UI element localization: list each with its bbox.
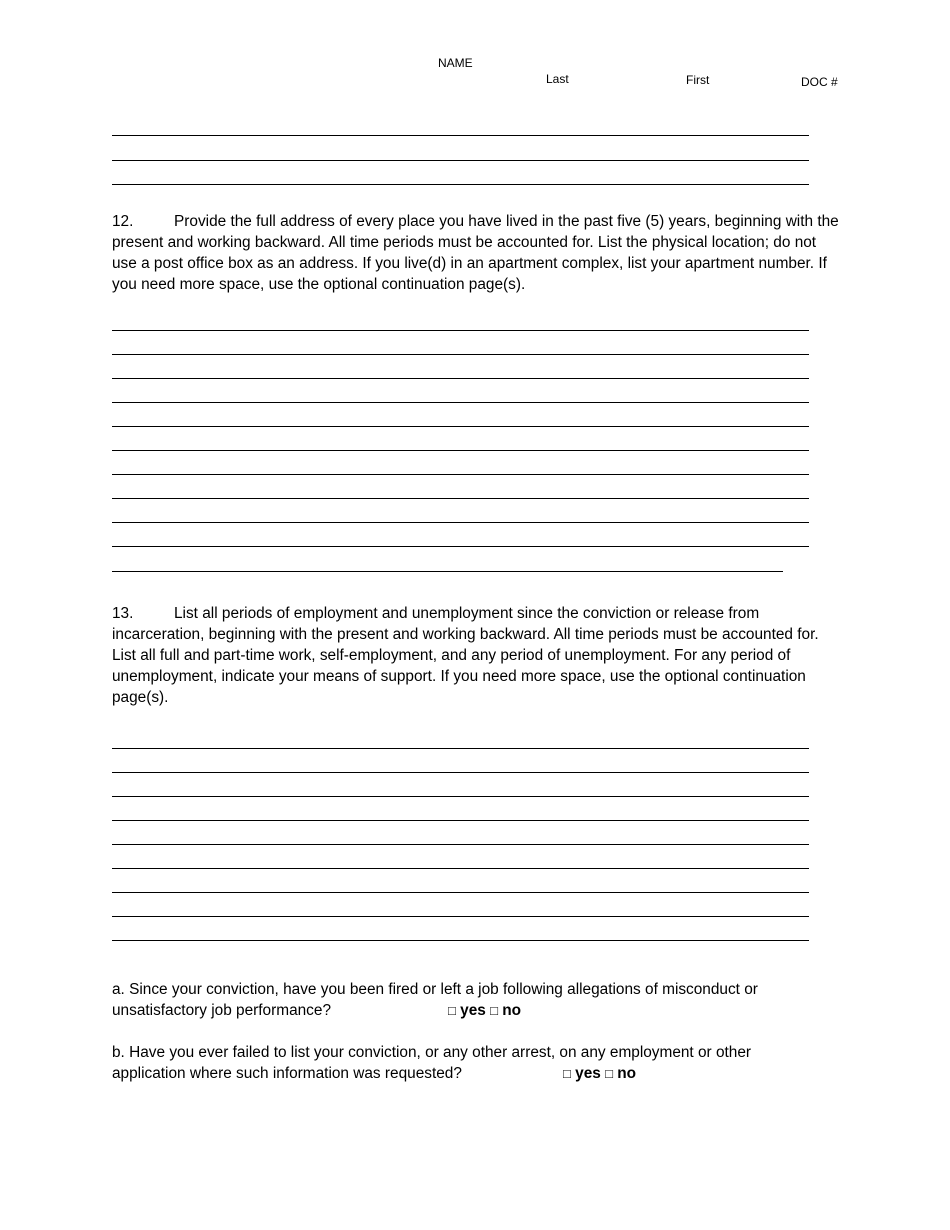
- blank-line[interactable]: [112, 844, 809, 845]
- blank-line[interactable]: [112, 474, 809, 475]
- yes-checkbox[interactable]: □: [563, 1066, 571, 1081]
- blank-line[interactable]: [112, 426, 809, 427]
- first-name-label: First: [686, 73, 710, 87]
- no-label: no: [502, 1002, 522, 1019]
- blank-line[interactable]: [112, 772, 809, 773]
- last-name-label: Last: [546, 72, 569, 86]
- yes-checkbox[interactable]: □: [448, 1003, 456, 1018]
- blank-line[interactable]: [112, 571, 783, 572]
- blank-line[interactable]: [112, 796, 809, 797]
- blank-line[interactable]: [112, 868, 809, 869]
- question-b-options: [563, 1063, 636, 1084]
- yes-label: yes: [575, 1065, 601, 1082]
- no-label: no: [617, 1065, 637, 1082]
- blank-line[interactable]: [112, 135, 809, 136]
- blank-line[interactable]: [112, 748, 809, 749]
- question-13-number: 13.: [112, 605, 134, 622]
- question-a-options: [448, 1000, 521, 1021]
- blank-line[interactable]: [112, 160, 809, 161]
- blank-line[interactable]: [112, 402, 809, 403]
- blank-line[interactable]: [112, 378, 809, 379]
- question-13: [112, 603, 840, 708]
- blank-line[interactable]: [112, 450, 809, 451]
- blank-line[interactable]: [112, 892, 809, 893]
- blank-line[interactable]: [112, 940, 809, 941]
- question-a: a. Since your conviction, have you been fired or left a job following allegations of misconduct or unsatisfactory job performance?: [112, 981, 758, 1019]
- blank-line[interactable]: [112, 916, 809, 917]
- question-13-text: List all periods of employment and unemployment since the conviction or release from incarceration, beginning with the present and working backward. All time periods must be accounted for. List all full and part-time work, self-employment, and any period of unemployment. For any period of unemployment, indicate your means of support. If you need more space, use the optional continuation page(s).: [112, 605, 819, 706]
- question-12: [112, 211, 840, 295]
- blank-line[interactable]: [112, 820, 809, 821]
- yes-label: yes: [460, 1002, 486, 1019]
- blank-line[interactable]: [112, 354, 809, 355]
- blank-line[interactable]: [112, 330, 809, 331]
- blank-line[interactable]: [112, 522, 809, 523]
- question-12-number: 12.: [112, 213, 134, 230]
- doc-number-label: DOC #: [801, 75, 838, 89]
- blank-line[interactable]: [112, 498, 809, 499]
- name-label: NAME: [438, 56, 473, 70]
- blank-line[interactable]: [112, 184, 809, 185]
- no-checkbox[interactable]: □: [605, 1066, 613, 1081]
- question-12-text: Provide the full address of every place you have lived in the past five (5) years, beginning with the present and working backward. All time periods must be accounted for. List the physical location; do not use a post office box as an address. If you live(d) in an apartment complex, list your apartment number. If you need more space, use the optional continuation page(s).: [112, 213, 839, 293]
- question-b: b. Have you ever failed to list your conviction, or any other arrest, on any employment or other application where such information was requested?: [112, 1044, 752, 1082]
- no-checkbox[interactable]: □: [490, 1003, 498, 1018]
- blank-line[interactable]: [112, 546, 809, 547]
